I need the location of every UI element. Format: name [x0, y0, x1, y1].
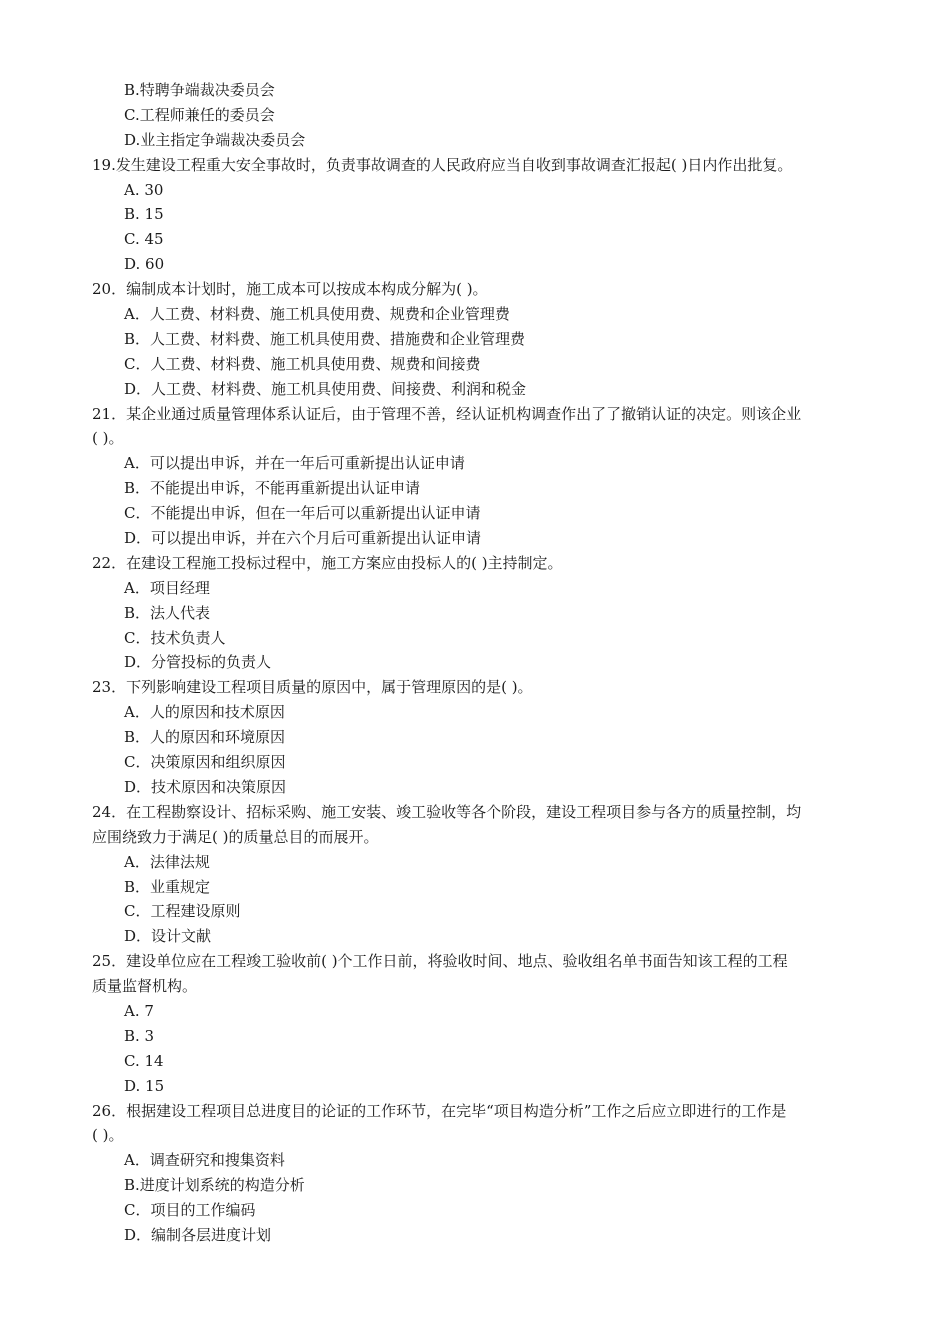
answer-option-line: A. 30: [124, 180, 164, 199]
answer-option-line: A．人的原因和技术原因: [124, 703, 285, 722]
answer-option-line: C．技术负责人: [124, 628, 226, 647]
answer-option-line: B.进度计划系统的构造分析: [124, 1176, 305, 1195]
question-continuation-line: ( )。: [92, 429, 124, 448]
question-line: 22．在建设工程施工投标过程中，施工方案应由投标人的( )主持制定。: [92, 553, 563, 572]
answer-option-line: D. 15: [124, 1076, 165, 1095]
answer-option-line: B. 3: [124, 1026, 155, 1045]
answer-option-line: B．法人代表: [124, 603, 211, 622]
answer-option-line: D．设计文献: [124, 927, 212, 946]
question-line: 19.发生建设工程重大安全事故时，负责事故调查的人民政府应当自收到事故调查汇报起( )日内作出批复。: [92, 155, 793, 174]
question-line: 21．某企业通过质量管理体系认证后，由于管理不善，经认证机构调查作出了了撤销认证的决定。则该企业: [92, 404, 802, 423]
answer-option-line: B．人的原因和环境原因: [124, 728, 286, 747]
answer-option-line: A．人工费、材料费、施工机具使用费、规费和企业管理费: [124, 305, 510, 324]
answer-option-line: C．人工费、材料费、施工机具使用费、规费和间接费: [124, 354, 481, 373]
question-line: 26．根据建设工程项目总进度目的论证的工作环节，在完毕“项目构造分析”工作之后应立即进行的工作是: [92, 1101, 787, 1120]
question-line: 24．在工程勘察设计、招标采购、施工安装、竣工验收等各个阶段，建设工程项目参与各方的质量控制，均: [92, 802, 802, 821]
question-continuation-line: 应围绕致力于满足( )的质量总目的而展开。: [92, 827, 379, 846]
answer-option-line: C.工程师兼任的委员会: [124, 105, 275, 124]
question-line: 23．下列影响建设工程项目质量的原因中，属于管理原因的是( )。: [92, 678, 533, 697]
answer-option-line: B.特聘争端裁决委员会: [124, 81, 275, 99]
answer-option-line: A．可以提出申诉，并在一年后可重新提出认证申请: [124, 454, 465, 473]
answer-option-line: C．不能提出申诉，但在一年后可以重新提出认证申请: [124, 504, 481, 523]
answer-option-line: A．调查研究和搜集资料: [124, 1151, 285, 1170]
question-continuation-line: 质量监督机构。: [92, 977, 198, 996]
answer-option-line: D．编制各层进度计划: [124, 1225, 272, 1244]
question-line: 25．建设单位应在工程竣工验收前( )个工作日前，将验收时间、地点、验收组名单书面告知该工程的工程: [92, 952, 788, 971]
answer-option-line: D.业主指定争端裁决委员会: [124, 130, 306, 149]
document-body: [92, 78, 882, 1248]
answer-option-line: B. 15: [124, 205, 164, 224]
answer-option-line: A．法律法规: [124, 852, 210, 871]
answer-option-line: A．项目经理: [124, 578, 210, 597]
answer-option-line: D. 60: [124, 255, 165, 274]
answer-option-line: A. 7: [124, 1001, 154, 1020]
answer-option-line: C. 45: [124, 230, 164, 249]
answer-option-line: C．工程建设原则: [124, 902, 241, 921]
answer-option-line: C. 14: [124, 1051, 164, 1070]
question-continuation-line: ( )。: [92, 1126, 124, 1145]
answer-option-line: C．决策原因和组织原因: [124, 753, 286, 772]
answer-option-line: C．项目的工作编码: [124, 1201, 256, 1220]
answer-option-line: B．不能提出申诉，不能再重新提出认证申请: [124, 479, 421, 498]
answer-option-line: B．业重规定: [124, 877, 211, 896]
answer-option-line: D．分管投标的负责人: [124, 653, 272, 672]
answer-option-line: D．技术原因和决策原因: [124, 777, 287, 796]
question-line: 20．编制成本计划时，施工成本可以按成本构成分解为( )。: [92, 280, 488, 299]
answer-option-line: D．可以提出申诉，并在六个月后可重新提出认证申请: [124, 529, 482, 548]
answer-option-line: B．人工费、材料费、施工机具使用费、措施费和企业管理费: [124, 329, 526, 348]
answer-option-line: D．人工费、材料费、施工机具使用费、间接费、利润和税金: [124, 379, 527, 398]
